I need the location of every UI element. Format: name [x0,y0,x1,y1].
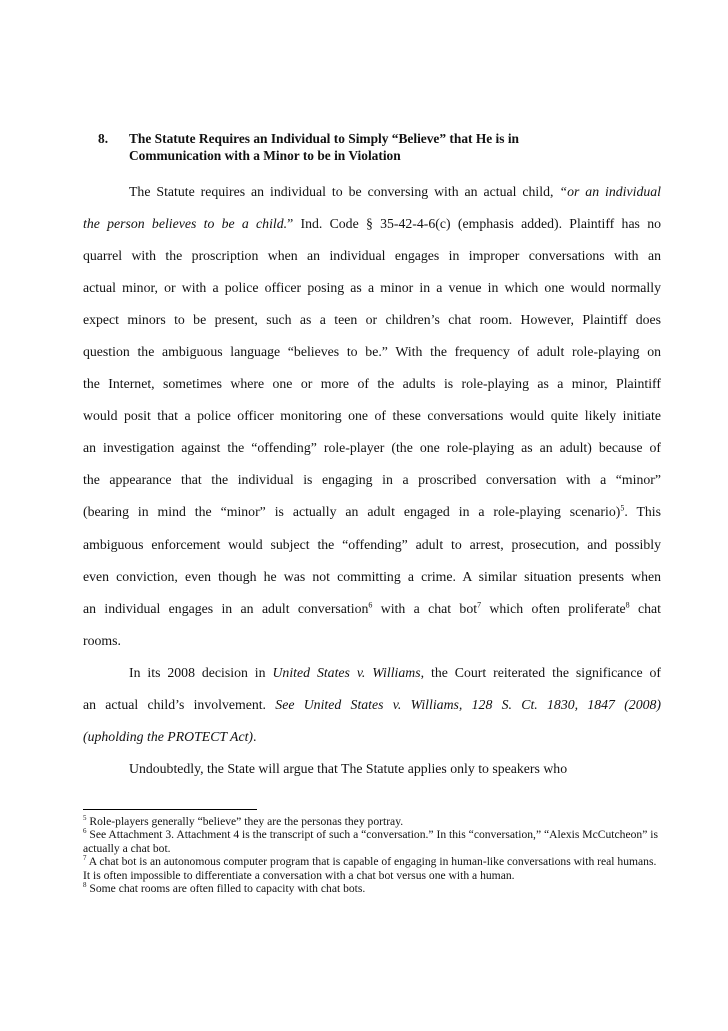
section-number: 8. [98,131,109,146]
paragraph-line: quarrel with the proscription when an individual engages in improper conversations with an [83,248,661,264]
paragraph-line: actual minor, or with a police officer posing as a minor in a venue in which one would normally [83,280,661,296]
paragraph-line: an investigation against the “offending” role-player (the one role-playing as an adult) because of [83,440,661,456]
footnote-ref-6[interactable]: 6 [368,600,373,610]
footnote-ref-7[interactable]: 7 [477,600,482,610]
paragraph-2 [83,657,661,753]
paragraph-line: the person believes to be a child.” Ind. Code § 35-42-4-6(c) (emphasis added). Plaintiff has no [83,216,661,232]
case-citation: United States v. Williams [272,664,421,680]
paragraph-line: the appearance that the individual is engaging in a proscribed conversation with a “minor” [83,472,661,488]
body-text [83,176,661,785]
footnote-6: $^6$ See Attachment 3. Attachment 4 is the transcript of such a “conversation.” In this “conversation,” “Alexis McCutcheon” is actually a chat bot. [83,827,658,855]
paragraph-line: (upholding the PROTECT Act). [83,728,257,744]
section-title-line-2: Communication with a Minor to be in Violation [129,148,401,163]
paragraph-1 [83,176,661,657]
footnote-5: $^5$ Role-players generally “believe” they are the personas they portray. [83,814,404,828]
paragraph-line: would posit that a police officer monitoring one of these conversations would quite likely initiate [83,408,661,424]
paragraph-line: The Statute requires an individual to be conversing with an actual child, “or an individual [129,184,661,199]
paragraph-line: (bearing in mind the “minor” is actually an adult engaged in a role-playing scenario)$^5$. This [83,503,661,520]
footnote-separator [83,809,257,810]
paragraph-line: In its 2008 decision in United States v. Williams, the Court reiterated the significance of [129,664,661,680]
footnote-7: $^7$ A chat bot is an autonomous computer program that is capable of engaging in human-like conversations with real humans. It is often impossible to differentiate a conversation with a chat bot versus one with a human. [83,854,657,882]
paragraph-line: ambiguous enforcement would subject the “offending” adult to arrest, prosecution, and possibly [83,536,661,552]
paragraph-line: expect minors to be present, such as a teen or children’s chat room. However, Plaintiff does [83,312,661,328]
footnote-ref-8[interactable]: 8 [625,600,630,610]
paragraph-line: an individual engages in an adult conversation$^6$ with a chat bot$^7$ which often proliferate$^8$ chat [83,600,661,616]
case-citation: See United States v. Williams, 128 S. Ct. 1830, 1847 (2008) [275,696,661,712]
paragraph-line: Undoubtedly, the State will argue that The Statute applies only to speakers who [129,760,568,776]
paragraph-line: an actual child’s involvement. See United States v. Williams, 128 S. Ct. 1830, 1847 (2008) [83,696,661,712]
footnote-ref-5[interactable]: 5 [620,503,625,513]
paragraph-line: the Internet, sometimes where one or more of the adults is role-playing as a minor, Plaintiff [83,376,661,392]
paragraph-line: question the ambiguous language “believes to be.” With the frequency of adult role-playing on [83,344,661,360]
paragraph-3 [83,753,661,785]
footnote-8: $^8$ Some chat rooms are often filled to capacity with chat bots. [83,881,366,896]
paragraph-line: rooms. [83,632,121,648]
section-title-line-1: The Statute Requires an Individual to Simply “Believe” that He is in [129,131,519,146]
footnotes [83,815,661,895]
section-heading [98,130,669,164]
paragraph-line: even conviction, even though he was not committing a crime. A similar situation presents when [83,568,661,584]
section-title [129,130,669,164]
